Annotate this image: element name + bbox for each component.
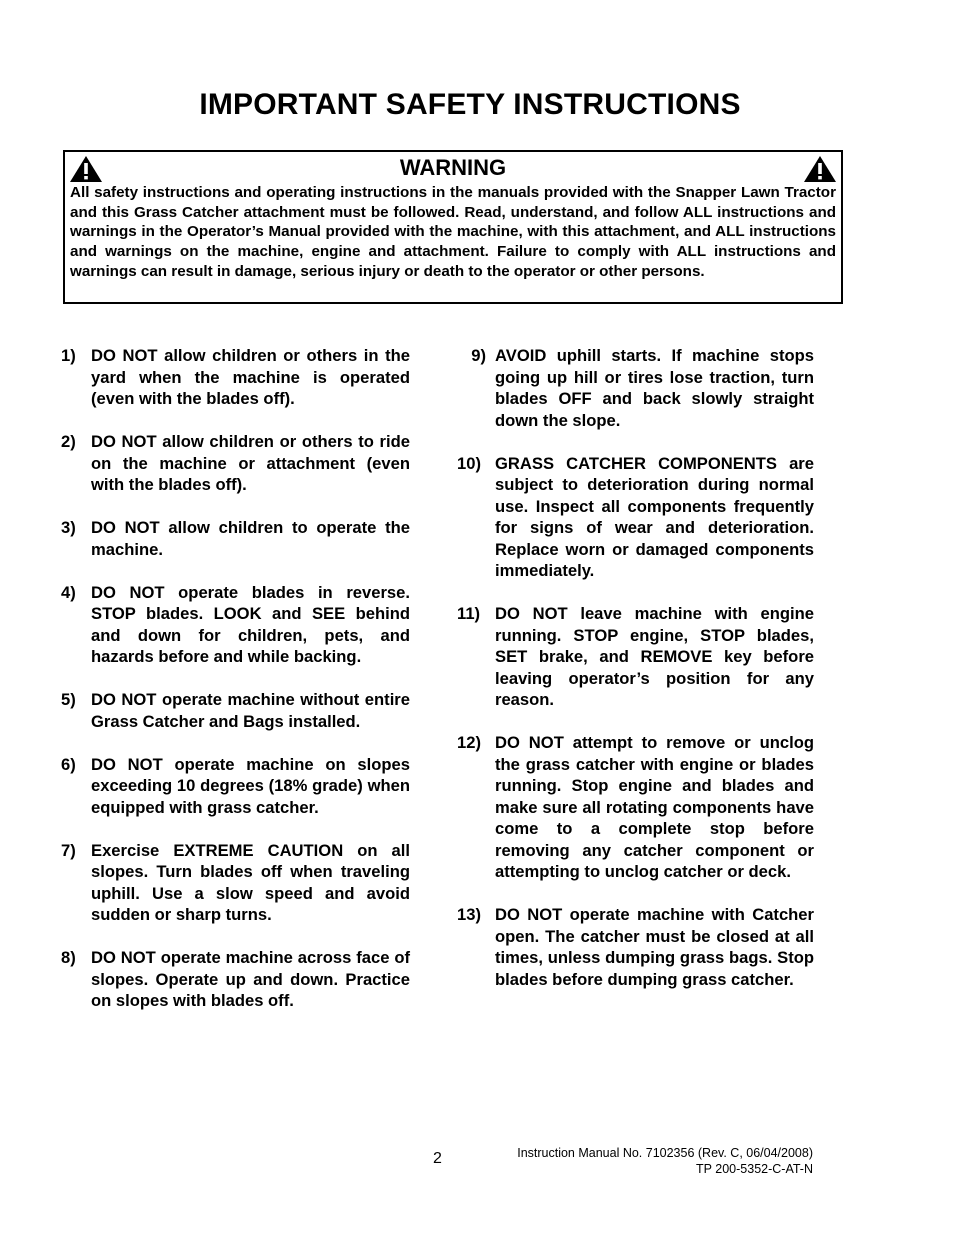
item-number: 5) [61, 690, 76, 709]
item-number: 10) [457, 453, 481, 473]
item-number: 4) [61, 582, 76, 602]
warning-triangle-icon [69, 155, 103, 183]
item-text: DO NOT allow children or others to ride on the machine or attachment (even with the blades off). [91, 432, 410, 494]
item-text: DO NOT operate machine on slopes exceeding 10 degrees (18% grade) when equipped with grass catcher. [91, 754, 410, 817]
item-number: 13) [457, 905, 481, 924]
list-item [457, 345, 814, 431]
list-item [61, 947, 410, 1012]
item-text: AVOID uphill starts. If machine stops going up hill or tires lose traction, turn blades OFF and back slowly straight down the slope. [495, 346, 814, 430]
item-number: 1) [61, 346, 76, 365]
list-item [61, 431, 410, 496]
list-item [61, 689, 410, 732]
list-item [457, 603, 814, 711]
page-number: 2 [433, 1150, 442, 1167]
list-item [457, 732, 814, 883]
instructions-left-column [61, 345, 410, 1033]
footer-info [517, 1146, 813, 1177]
item-text: DO NOT operate machine across face of slopes. Operate up and down. Practice on slopes with blades off. [91, 948, 410, 1010]
list-item [61, 345, 410, 410]
item-text: DO NOT allow children or others in the yard when the machine is operated (even with the blades off). [91, 346, 410, 408]
list-item [457, 453, 814, 582]
item-text: DO NOT operate machine with Catcher open. The catcher must be closed at all times, unless dumping grass bags. Stop blades before dumping grass catcher. [495, 905, 814, 989]
list-item [61, 754, 410, 819]
list-item [457, 904, 814, 990]
instructions-right-column [457, 345, 814, 1012]
page-title: IMPORTANT SAFETY INSTRUCTIONS [199, 88, 741, 121]
item-number: 9) [471, 346, 486, 365]
item-text: DO NOT allow children to operate the machine. [91, 518, 410, 559]
tp-number: TP 200-5352-C-AT-N [696, 1161, 813, 1176]
list-item [61, 582, 410, 668]
manual-number: Instruction Manual No. 7102356 (Rev. C, 06/04/2008) [517, 1146, 813, 1160]
list-item [61, 840, 410, 926]
item-text: DO NOT leave machine with engine running. STOP engine, STOP blades, SET brake, and REMOVE key before leaving operator’s position for any reason. [495, 604, 814, 709]
item-text: Exercise EXTREME CAUTION on all slopes. Turn blades off when traveling uphill. Use a slow speed and avoid sudden or sharp turns. [91, 840, 410, 924]
item-number: 7) [61, 840, 76, 860]
item-number: 11) [457, 604, 481, 623]
item-number: 6) [61, 754, 76, 774]
item-text: GRASS CATCHER COMPONENTS are subject to deterioration during normal use. Inspect all components frequently for signs of wear and deterioration. Replace worn or damaged components immediately. [495, 453, 814, 580]
item-number: 3) [61, 518, 76, 537]
item-text: DO NOT attempt to remove or unclog the grass catcher with engine or blades running. Stop engine and blades and make sure all rotating components have come to a complete stop before removing any catcher component or attempting to unclog catcher or deck. [495, 733, 814, 881]
warning-box [63, 150, 843, 304]
item-text: DO NOT operate machine without entire Grass Catcher and Bags installed. [91, 690, 410, 731]
item-number: 12) [457, 733, 481, 752]
item-number: 2) [61, 432, 76, 451]
warning-text: All safety instructions and operating instructions in the manuals provided with the Snapper Lawn Tractor and this Grass Catcher attachment must be followed. Read, understand, and follow ALL instructions and warnings in the Operator’s Manual provided with the machine, with this attachment, and ALL instructions and warnings on the machine, engine and attachment. Failure to comply with ALL instructions and warnings can result in damage, serious injury or death to the operator or other persons. [70, 184, 836, 280]
list-item [61, 517, 410, 560]
warning-heading: WARNING [399, 155, 507, 180]
warning-triangle-icon [803, 155, 837, 183]
item-number: 8) [61, 948, 76, 967]
item-text: DO NOT operate blades in reverse. STOP blades. LOOK and SEE behind and down for children, pets, and hazards before and while backing. [91, 582, 410, 666]
